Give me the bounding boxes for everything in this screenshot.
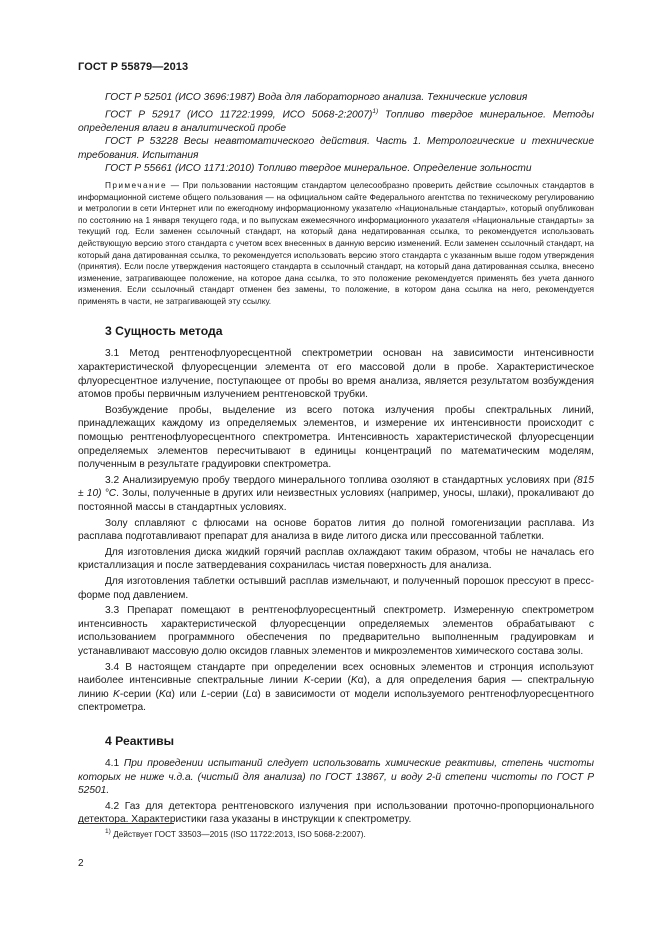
footnote-marker: 1) bbox=[105, 828, 111, 835]
section-4-heading: 4 Реактивы bbox=[105, 733, 175, 748]
paragraph: 3.2 Анализируемую пробу твердого минерального топлива озоляют в стандартных условиях при (815 ± 10) °C. Золы, полученные в других или неизвестных условиях (например, уносы, шлаки), прокаливают до постоянной массы в стандартных условиях. bbox=[78, 474, 594, 514]
paragraph: 3.1 Метод рентгенофлуоресцентной спектрометрии основан на зависимости интенсивности характеристической флуоресценции элемента от его массовой доли в пробе. Характеристическое флуоресцентное излучение, поступающее от пробы во время анализа, является результатом возбуждения атомов пробы первичным излучением рентгеновской трубки. bbox=[78, 348, 594, 401]
paragraph: Возбуждение пробы, выделение из всего потока излучения пробы спектральных линий, принадлежащих каждому из определяемых элементов, и измерение их интенсивности происходит с помощью рентгенофлуоресцентного спектрометра. Интенсивность характеристической флуоресценции определяемых элементов пересчитывают в единицы концентраций по математическим моделям, полученным в результате градуировки спектрометра. bbox=[78, 404, 594, 471]
footnote: $^{1)}$ Действует ГОСТ 33503—2015 (ISO 11722:2013, ISO 5068-2:2007). bbox=[105, 828, 366, 839]
footnote-divider bbox=[78, 823, 174, 824]
reference-entry: ГОСТ Р 52917 (ИСО 11722:1999, ИСО 5068-2:2007)$^{1)}$ Топливо твердое минеральное. Методы определения влаги в аналитической пробе bbox=[78, 107, 595, 134]
reference-entry: ГОСТ Р 52501 (ИСО 3696:1987) Вода для лабораторного анализа. Технические условия bbox=[105, 92, 528, 103]
note-label: Примечание bbox=[105, 179, 168, 190]
reference-entry: ГОСТ Р 55661 (ИСО 1171:2010) Топливо твердое минеральное. Определение зольности bbox=[105, 163, 532, 175]
reference-entry: ГОСТ Р 53228 Весы неавтоматического действия. Часть 1. Метрологические и технические требования. Испытания bbox=[78, 136, 594, 161]
paragraph: Для изготовления таблетки остывший расплав измельчают, и полученный порошок прессуют в пресс-форме под давлением. bbox=[78, 575, 594, 601]
paragraph: 3.3 Препарат помещают в рентгенофлуоресцентный спектрометр. Измеренную спектрометром интенсивность характеристической флуоресценции определяемых элементов обрабатывают с использованием программного обеспечения по предварительно выполненным градуировкам и устанавливают массовую долю оксидов главных элементов и микроэлементов химического состава золы. bbox=[78, 605, 594, 657]
section-3-heading: 3 Сущность метода bbox=[105, 324, 223, 339]
paragraph: 4.1 При проведении испытаний следует использовать химические реактивы, степень чистоты которых не ниже ч.д.а. (чистый для анализа) по ГОСТ 13867, и воду 2-й степени чистоты по ГОСТ Р 52501. bbox=[78, 757, 594, 797]
paragraph: 3.4 В настоящем стандарте при определении всех основных элементов и стронция используют наиболее интенсивные спектральные линии K-серии (Kα), а для определения бария — спектральную линию K-серии (Kα) или L-серии (Lα) в зависимости от модели используемого рентгенофлуоресцентного спектрометра. bbox=[78, 661, 594, 714]
footnote-marker: 1) bbox=[372, 107, 379, 115]
page-number: 2 bbox=[78, 858, 84, 869]
note-paragraph: Примечание — При пользовании настоящим стандартом целесообразно проверить действие ссылочных стандартов в информационной системе общего пользования — на официальном сайте Федерального агентства по техническому регулированию и метрологии в сети Интернет или по ежегодному информационному указателю «Национальные стандарты», который опубликован по состоянию на 1 января текущего года, и по выпускам ежемесячного информационного указателя «Национальные стандарты» за текущий год. Если заменен ссылочный стандарт, на который дана недатированная ссылка, то рекомендуется использовать действующую версию этого стандарта с учетом всех внесенных в данную версию изменений. Если заменен ссылочный стандарт, на который дана датированная ссылка, то рекомендуется использовать версию этого стандарта с указанным выше годом утверждения (принятия). Если после утверждения настоящего стандарта в ссылочный стандарт, на который дана датированная ссылка, внесено изменение, затрагивающее положение, на которое дана ссылка, то это положение рекомендуется применять без учета данного изменения. Если ссылочный стандарт отменен без замены, то положение, в котором дана ссылка на него, рекомендуется применять в части, не затрагивающей эту ссылку. bbox=[78, 179, 594, 306]
paragraph: 4.2 Газ для детектора рентгеновского излучения при использовании проточно-пропорционального детектора. Характеристики газа указаны в инструкции к спектрометру. bbox=[78, 800, 594, 826]
paragraph: Для изготовления диска жидкий горячий расплав охлаждают таким образом, чтобы не началась его кристаллизация и после затвердевания сохранилась чистая поверхность для анализа. bbox=[78, 546, 594, 572]
page-content bbox=[78, 91, 594, 829]
document-code-header: ГОСТ Р 55879—2013 bbox=[78, 61, 189, 73]
paragraph: Золу сплавляют с флюсами на основе боратов лития до полной гомогенизации расплава. Из расплава подготавливают препарат для анализа в виде литого диска или прессованной таблетки. bbox=[78, 517, 594, 543]
